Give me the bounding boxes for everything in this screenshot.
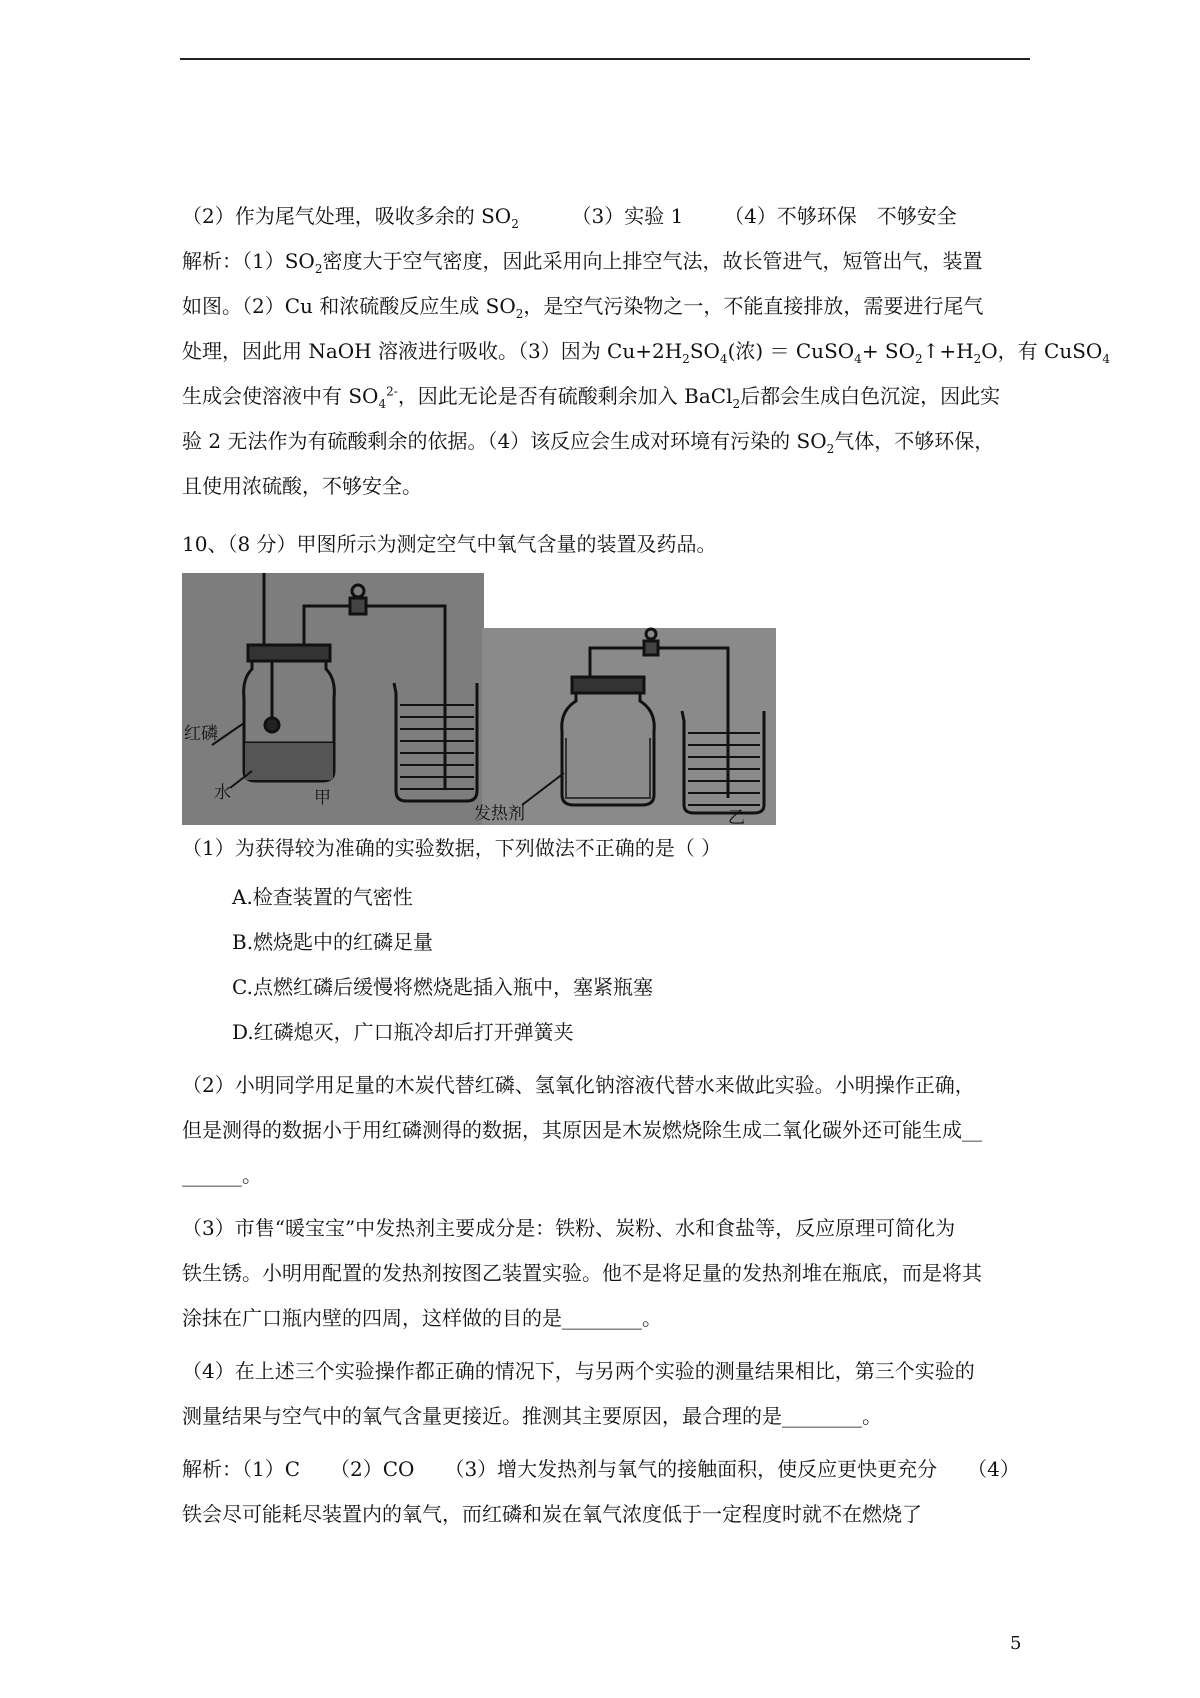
subscript: 2 [314, 262, 323, 276]
text: 验 2 无法作为有硫酸剩余的依据。（4）该反应会生成对环境有污染的 SO [182, 429, 827, 453]
question-10-3-line-3: 涂抹在广口瓶内壁的四周，这样做的目的是________。 [182, 1306, 662, 1330]
subscript: 2 [682, 352, 690, 366]
analysis-line-1 [182, 239, 1032, 284]
subscript: 2 [515, 307, 524, 321]
text: 密度大于空气密度，因此采用向上排空气法，故长管进气，短管出气，装置 [322, 249, 983, 273]
superscript: 2- [386, 384, 398, 399]
text: 生成会使溶液中有 SO [182, 384, 379, 408]
text: SO [689, 339, 720, 363]
text: ，是空气污染物之一，不能直接排放，需要进行尾气 [523, 294, 984, 318]
subscript: 4 [854, 352, 862, 366]
option-d: D.红磷熄灭，广口瓶冷却后打开弹簧夹 [232, 1020, 574, 1044]
text: ，因此无论是否有硫酸剩余加入 BaCl [397, 384, 733, 408]
analysis-line-3 [182, 329, 1110, 374]
answer-3: （3）实验 1 [571, 204, 684, 228]
label-yi: 乙 [728, 808, 745, 825]
text: 后都会生成白色沉淀，因此实 [740, 384, 1001, 408]
question-10-2-line-3: ______。 [182, 1163, 262, 1187]
question-10-4-line-1: （4）在上述三个实验操作都正确的情况下，与另两个实验的测量结果相比，第三个实验的 [182, 1359, 975, 1383]
analysis-line-5 [182, 419, 1032, 464]
analysis-line-2 [182, 284, 1032, 329]
question-10-3-line-2: 铁生锈。小明用配置的发热剂按图乙装置实验。他不是将足量的发热剂堆在瓶底，而是将其 [182, 1261, 982, 1285]
answer-10-line-1: 解析：（1）C （2）CO （3）增大发热剂与氧气的接触面积，使反应更快更充分 （4） [182, 1457, 1020, 1481]
text: 气体，不够环保， [834, 429, 995, 453]
answer-2: （2）作为尾气处理，吸收多余的 SO [182, 204, 512, 228]
question-10-2-line-2: 但是测得的数据小于用红磷测得的数据，其原因是木炭燃烧除生成二氧化碳外还可能生成__ [182, 1118, 982, 1142]
label-heat-agent: 发热剂 [474, 804, 525, 824]
option-a: A.检查装置的气密性 [232, 885, 413, 909]
label-jia: 甲 [314, 788, 331, 808]
subscript: 4 [719, 352, 728, 366]
question-10-1: （1）为获得较为准确的实验数据，下列做法不正确的是（ ） [182, 836, 722, 860]
subscript: 2 [826, 442, 835, 456]
question-10-2-line-1: （2）小明同学用足量的木炭代替红磷、氢氧化钠溶液代替水来做此实验。小明操作正确， [182, 1073, 975, 1097]
subscript: 2 [732, 397, 741, 411]
subscript: 4 [378, 397, 387, 411]
text: (浓) ＝ CuSO [727, 339, 855, 363]
text: 解析：（1）SO [182, 249, 315, 273]
page-number: 5 [1010, 1633, 1022, 1654]
text: ↑+H [922, 339, 974, 363]
question-10-title: 10、（8 分）甲图所示为测定空气中氧气含量的装置及药品。 [182, 532, 717, 556]
subscript: 2 [511, 217, 519, 231]
subscript: 2 [915, 352, 923, 366]
analysis-line-4 [182, 374, 1032, 419]
apparatus-figure [182, 573, 776, 825]
label-red-phosphorus: 红磷 [184, 724, 218, 744]
answer-10-line-2: 铁会尽可能耗尽装置内的氧气，而红磷和炭在氧气浓度低于一定程度时就不在燃烧了 [182, 1502, 922, 1526]
text: O，有 CuSO [981, 339, 1103, 363]
option-c: C.点燃红磷后缓慢将燃烧匙插入瓶中，塞紧瓶塞 [232, 975, 653, 999]
subscript: 4 [1102, 352, 1110, 366]
text: 处理，因此用 NaOH 溶液进行吸收。（3）因为 Cu+2H [182, 339, 683, 363]
text: 如图。（2）Cu 和浓硫酸反应生成 SO [182, 294, 516, 318]
question-10-3-line-1: （3）市售“暖宝宝”中发热剂主要成分是：铁粉、炭粉、水和食盐等，反应原理可简化为 [182, 1216, 956, 1240]
label-water: 水 [214, 783, 231, 803]
text: + SO [861, 339, 916, 363]
apparatus-diagram [182, 573, 776, 825]
option-b: B.燃烧匙中的红磷足量 [232, 930, 434, 954]
subscript: 2 [973, 352, 982, 366]
answer-line-9 [182, 194, 1032, 239]
panel-yi-bg [482, 628, 776, 825]
header-rule [180, 58, 1030, 60]
analysis-line-6: 且使用浓硫酸，不够安全。 [182, 474, 422, 498]
answer-4: （4）不够环保 不够安全 [724, 204, 957, 228]
question-10-4-line-2: 测量结果与空气中的氧气含量更接近。推测其主要原因，最合理的是________。 [182, 1404, 882, 1428]
